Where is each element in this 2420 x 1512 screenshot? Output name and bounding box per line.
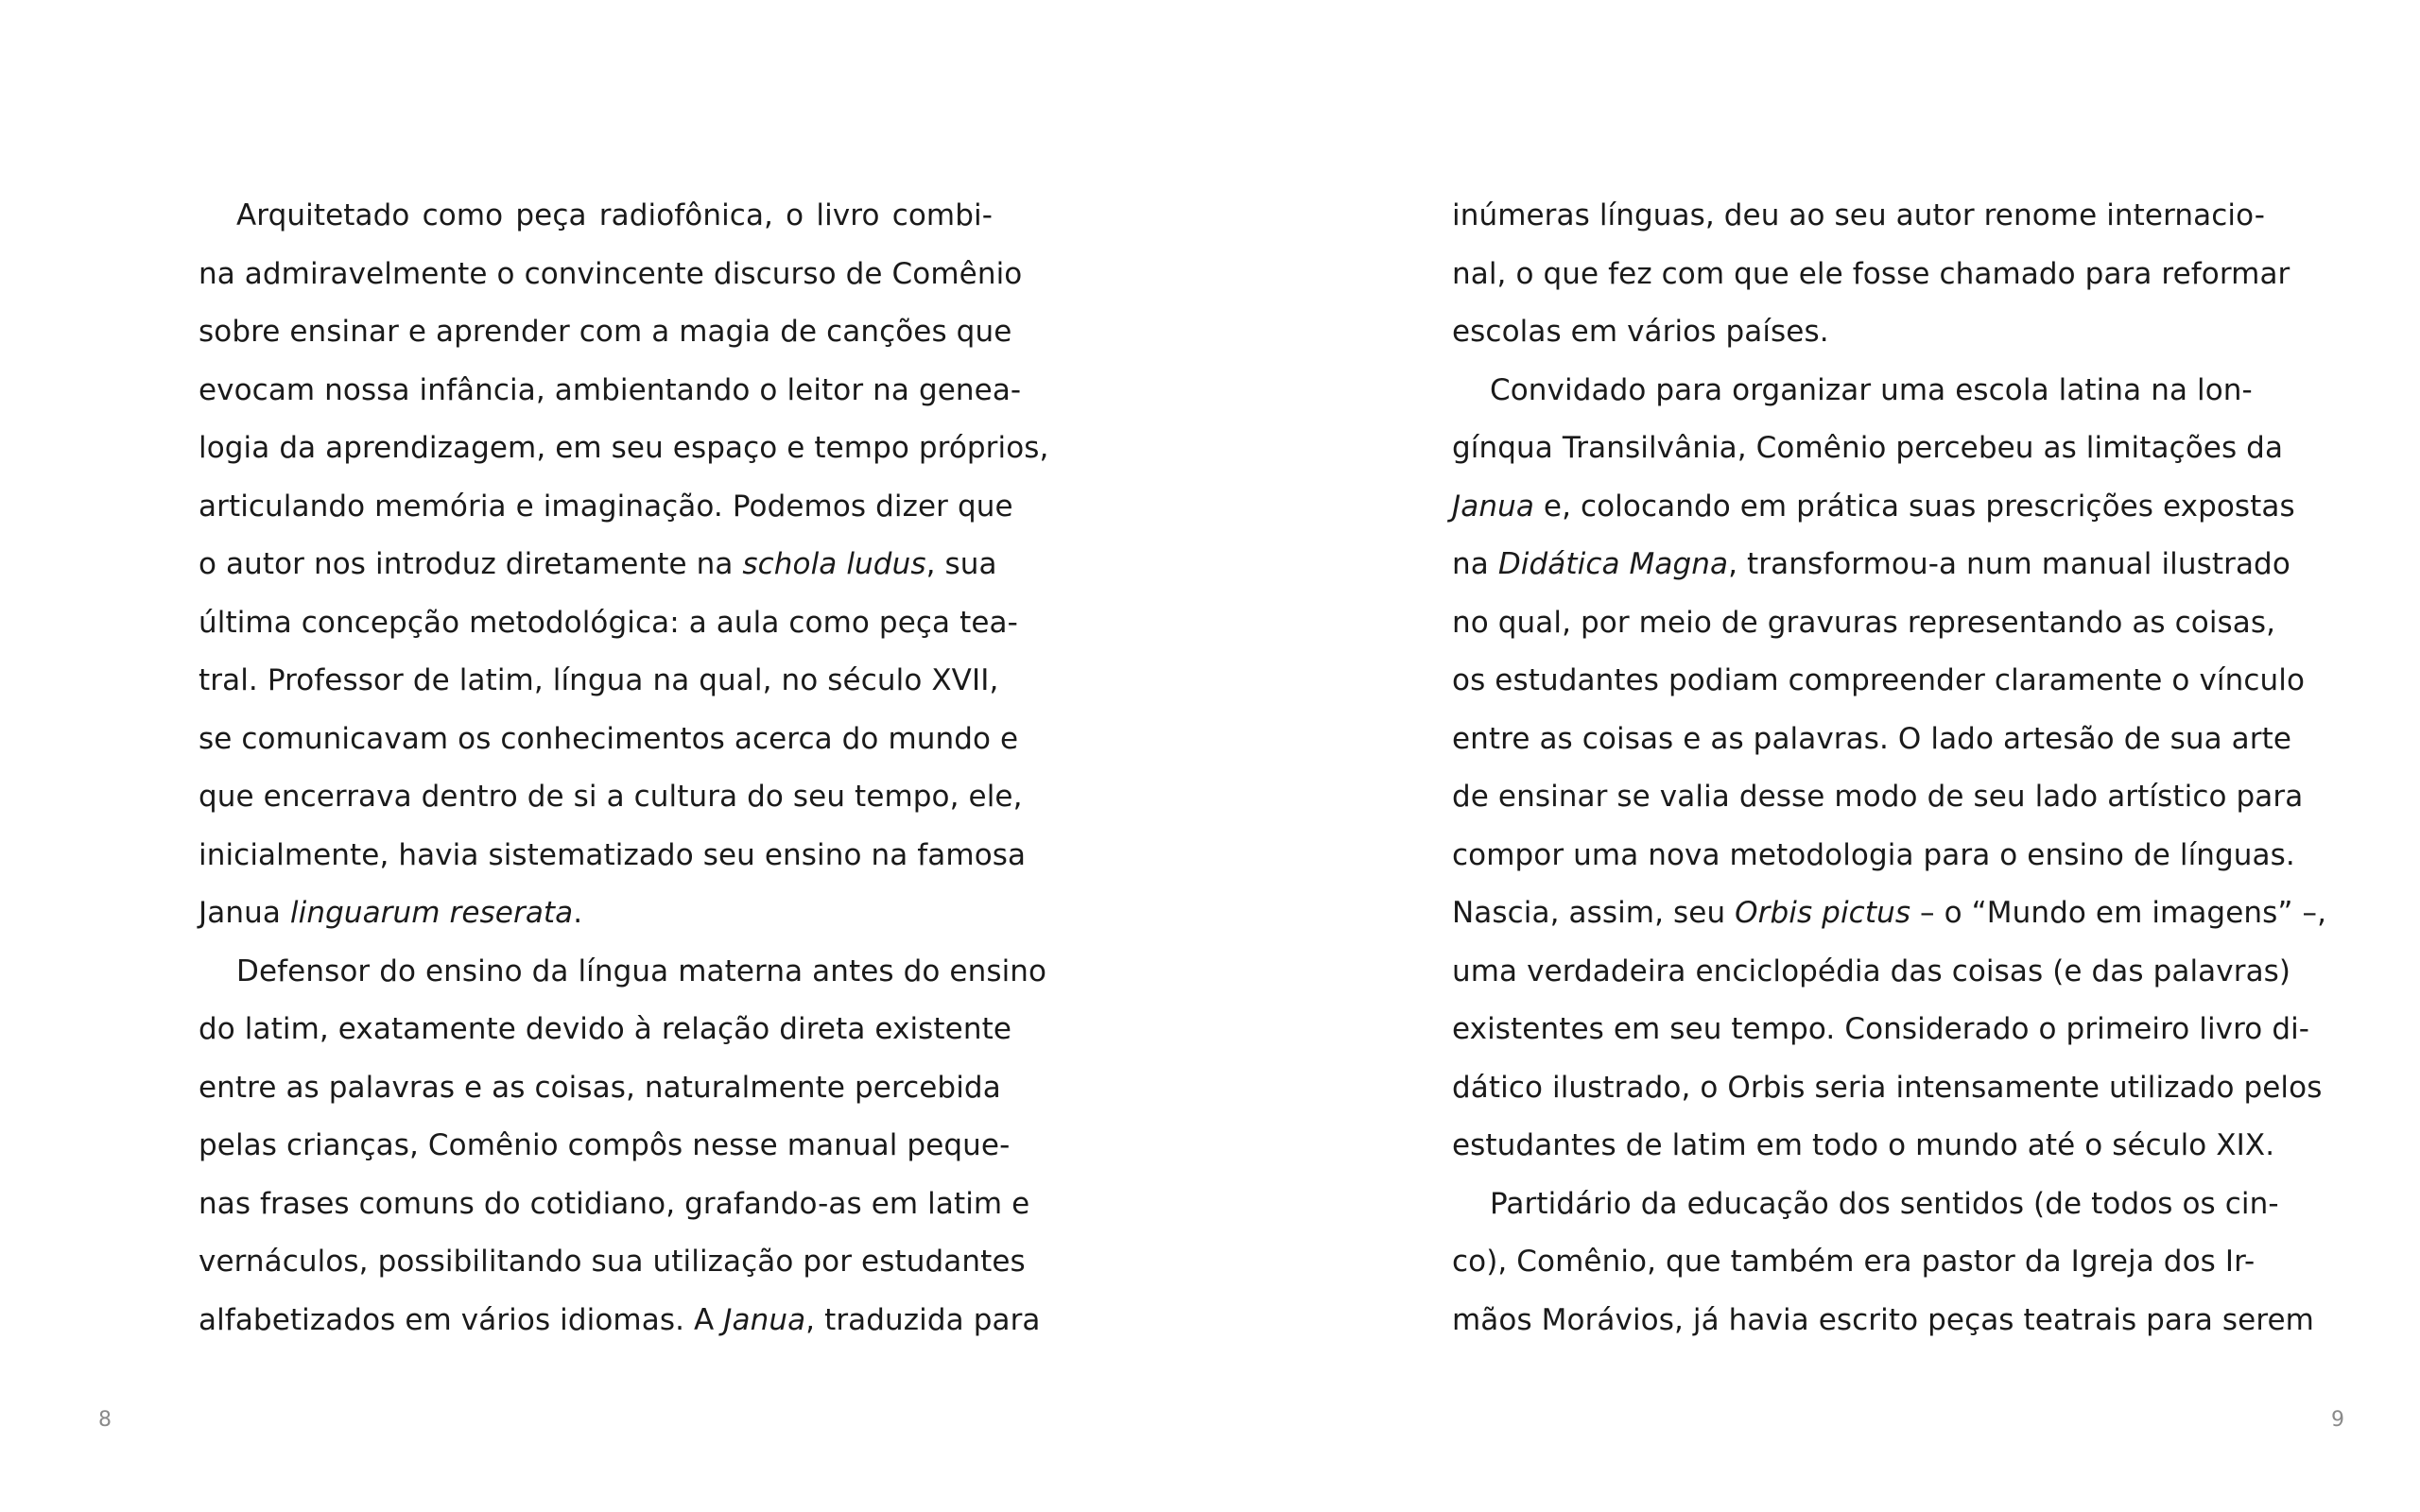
text-line: inicialmente, havia sistematizado seu ensino na famosa	[199, 837, 1027, 872]
text-line: de ensinar se valia desse modo de seu lado artístico para	[1452, 780, 2304, 814]
text-line: uma verdadeira enciclopédia das coisas (e das palavras)	[1452, 954, 2291, 988]
italic-term: schola ludus	[742, 547, 926, 581]
page-number: 8	[98, 1408, 112, 1432]
text-line: Partidário da educação dos sentidos (de todos os cin-	[1490, 1186, 2279, 1221]
text-line: co), Comênio, que também era pastor da Igreja dos Ir-	[1452, 1245, 2256, 1279]
text-line: Convidado para organizar uma escola latina na lon-	[1490, 372, 2253, 407]
text-line: Janua linguarum reserata.	[199, 896, 583, 930]
text-line: pelas crianças, Comênio compôs nesse manual peque-	[199, 1128, 1011, 1162]
text-line: gínqua Transilvânia, Comênio percebeu as limitações da	[1452, 431, 2284, 465]
text-line: existentes em seu tempo. Considerado o primeiro livro di-	[1452, 1012, 2310, 1046]
text-line: evocam nossa infância, ambientando o leitor na genea-	[199, 372, 1022, 407]
text-line: última concepção metodológica: a aula como peça tea-	[199, 605, 1018, 640]
text-line: na Didática Magna, transformou-a num manual ilustrado	[1452, 547, 2290, 581]
text-line: entre as coisas e as palavras. O lado artesão de sua arte	[1452, 721, 2292, 756]
text-line: Defensor do ensino da língua materna antes do ensino	[236, 954, 1047, 988]
italic-term: linguarum reserata	[289, 896, 574, 930]
text-line: Nascia, assim, seu Orbis pictus – o “Mundo em imagens” –,	[1452, 896, 2327, 930]
italic-term: Janua	[723, 1302, 806, 1337]
text-line: o autor nos introduz diretamente na schola ludus, sua	[199, 547, 997, 581]
text-line: entre as palavras e as coisas, naturalmente percebida	[199, 1070, 1001, 1105]
text-line: articulando memória e imaginação. Podemos dizer que	[199, 489, 1013, 524]
text-line: escolas em vários países.	[1452, 315, 1829, 349]
text-line: nal, o que fez com que ele fosse chamado para reformar	[1452, 256, 2290, 291]
text-line: Janua e, colocando em prática suas prescrições expostas	[1452, 489, 2295, 524]
italic-term: Orbis pictus	[1735, 896, 1911, 930]
text-line: que encerrava dentro de si a cultura do seu tempo, ele,	[199, 780, 1023, 814]
text-line: vernáculos, possibilitando sua utilização por estudantes	[199, 1245, 1026, 1279]
text-line: estudantes de latim em todo o mundo até o século XIX.	[1452, 1128, 2275, 1162]
text-line: nas frases comuns do cotidiano, grafando-as em latim e	[199, 1186, 1030, 1221]
text-line: sobre ensinar e aprender com a magia de canções que	[199, 315, 1012, 349]
left-text-column	[199, 187, 1049, 1349]
text-line: se comunicavam os conhecimentos acerca do mundo e	[199, 721, 1019, 756]
text-line: inúmeras línguas, deu ao seu autor renome internacio-	[1452, 198, 2266, 232]
page-number: 9	[2331, 1408, 2344, 1432]
text-line: no qual, por meio de gravuras representando as coisas,	[1452, 605, 2276, 640]
text-line: dático ilustrado, o Orbis seria intensamente utilizado pelos	[1452, 1070, 2323, 1105]
text-line: os estudantes podiam compreender claramente o vínculo	[1452, 663, 2306, 697]
right-page	[1210, 0, 2420, 1512]
italic-term: Janua	[1452, 489, 1534, 524]
text-line: logia da aprendizagem, em seu espaço e tempo próprios,	[199, 431, 1049, 465]
italic-term: Didática Magna	[1497, 547, 1729, 581]
text-line: alfabetizados em vários idiomas. A Janua, traduzida para	[199, 1302, 1041, 1337]
text-line: do latim, exatamente devido à relação direta existente	[199, 1012, 1012, 1046]
text-line: compor uma nova metodologia para o ensino de línguas.	[1452, 837, 2295, 872]
right-text-column	[1452, 187, 2327, 1349]
text-line: tral. Professor de latim, língua na qual, no século XVII,	[199, 663, 999, 697]
text-line: mãos Morávios, já havia escrito peças teatrais para serem	[1452, 1302, 2314, 1337]
text-line: na admiravelmente o convincente discurso de Comênio	[199, 256, 1023, 291]
text-line: Arquitetado como peça radiofônica, o livro combi-	[236, 198, 993, 232]
